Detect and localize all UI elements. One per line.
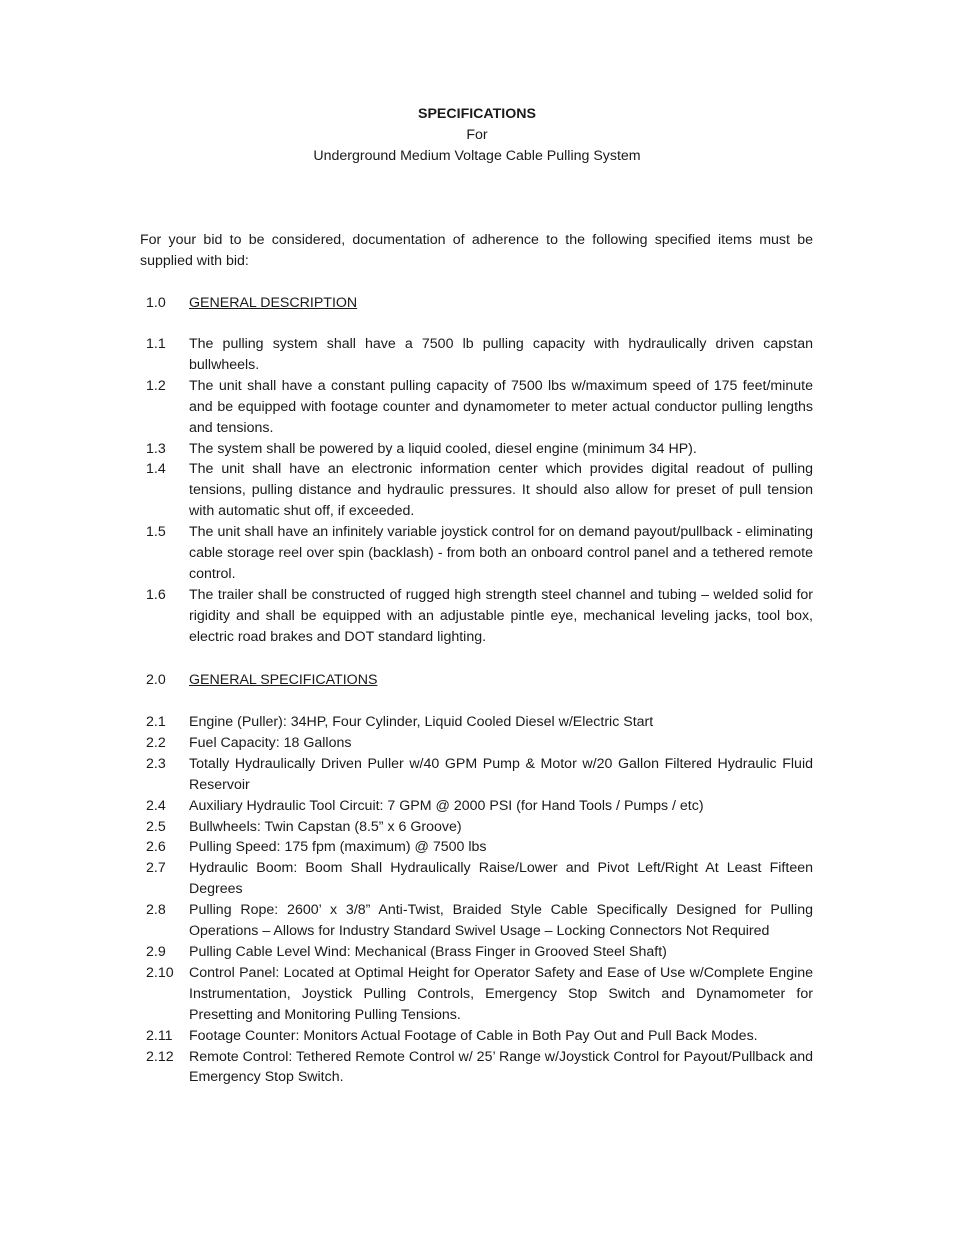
document-for: For xyxy=(466,127,488,143)
spec-item xyxy=(140,1026,813,1047)
spec-item-number: 2.9 xyxy=(146,943,166,960)
spec-item xyxy=(140,817,813,838)
spec-item-text: Bullwheels: Twin Capstan (8.5” x 6 Groove) xyxy=(189,818,462,835)
spec-item-number: 2.3 xyxy=(146,755,166,772)
spec-item xyxy=(140,712,813,733)
spec-item-number: 1.5 xyxy=(146,524,166,541)
section-1-list xyxy=(140,334,813,648)
spec-item-text: The pulling system shall have a 7500 lb pulling capacity with hydraulically driven capstan bullwheels. xyxy=(189,336,813,373)
spec-item-text: The unit shall have an electronic information center which provides digital readout of pulling tensions, pulling distance and hydraulic pressures. It should also allow for preset of pull tension with automatic shut off, if exceeded. xyxy=(189,461,813,520)
spec-item xyxy=(140,796,813,817)
spec-item xyxy=(140,522,813,585)
spec-item-number: 1.1 xyxy=(146,336,166,352)
spec-item-number: 2.10 xyxy=(146,964,174,981)
spec-item-number: 2.7 xyxy=(146,860,166,877)
spec-item xyxy=(140,963,813,1026)
spec-item xyxy=(140,858,813,900)
spec-item-text: The system shall be powered by a liquid cooled, diesel engine (minimum 34 HP). xyxy=(189,440,697,457)
spec-item-text: The unit shall have an infinitely variable joystick control for on demand payout/pullback - eliminating cable storage reel over spin (backlash) - from both an onboard control panel and a tethered remote control. xyxy=(189,524,813,582)
section-1-heading xyxy=(140,293,813,314)
spec-item-text: Pulling Rope: 2600’ x 3/8” Anti-Twist, Braided Style Cable Specifically Designed for Pulling Operations – Allows for Industry Standard Swivel Usage – Locking Connectors Not Required xyxy=(189,902,813,940)
spec-item xyxy=(140,459,813,522)
spec-item-text: The unit shall have a constant pulling capacity of 7500 lbs w/maximum speed of 175 feet/minute and be equipped with footage counter and dynamometer to meter actual conductor pulling lengths and tensions. xyxy=(189,377,813,436)
spec-item-text: Footage Counter: Monitors Actual Footage of Cable in Both Pay Out and Pull Back Modes. xyxy=(189,1027,758,1044)
spec-item-number: 2.6 xyxy=(146,839,166,856)
section-number: 1.0 xyxy=(146,295,166,311)
spec-item-text: Fuel Capacity: 18 Gallons xyxy=(189,734,352,751)
spec-item-number: 1.2 xyxy=(146,377,166,394)
document-title: SPECIFICATIONS xyxy=(418,106,536,122)
spec-item-text: Pulling Speed: 175 fpm (maximum) @ 7500 lbs xyxy=(189,839,487,856)
section-title: GENERAL DESCRIPTION xyxy=(189,295,358,311)
section-title: GENERAL SPECIFICATIONS xyxy=(189,672,378,688)
spec-item xyxy=(140,585,813,648)
spec-item xyxy=(140,754,813,796)
spec-item xyxy=(140,900,813,942)
spec-item-text: Pulling Cable Level Wind: Mechanical (Brass Finger in Grooved Steel Shaft) xyxy=(189,943,667,960)
spec-item-text: Engine (Puller): 34HP, Four Cylinder, Liquid Cooled Diesel w/Electric Start xyxy=(189,714,654,730)
spec-item-text: Totally Hydraulically Driven Puller w/40 GPM Pump & Motor w/20 Gallon Filtered Hydraulic Fluid Reservoir xyxy=(189,755,813,793)
spec-item-text: The trailer shall be constructed of rugged high strength steel channel and tubing – welded solid for rigidity and shall be equipped with an adjustable pintle eye, mechanical leveling jacks, tool box, electric road brakes and DOT standard lighting. xyxy=(189,586,813,645)
spec-item-number: 1.6 xyxy=(146,586,166,603)
spec-item-number: 2.1 xyxy=(146,714,166,730)
section-2-heading xyxy=(140,670,813,691)
spec-item-number: 2.8 xyxy=(146,902,166,919)
spec-item-number: 1.4 xyxy=(146,461,166,478)
spec-item-number: 2.5 xyxy=(146,818,166,835)
document-header xyxy=(0,104,954,167)
spec-item xyxy=(140,376,813,439)
spec-item xyxy=(140,334,813,376)
spec-item-number: 2.4 xyxy=(146,797,166,814)
intro-paragraph: For your bid to be considered, documentation of adherence to the following specified items must be supplied with bid: xyxy=(140,232,813,269)
spec-item xyxy=(140,942,813,963)
section-number: 2.0 xyxy=(146,672,166,688)
spec-item-text: Hydraulic Boom: Boom Shall Hydraulically Raise/Lower and Pivot Left/Right At Least Fifteen Degrees xyxy=(189,860,813,898)
spec-item xyxy=(140,1047,813,1089)
section-2-list xyxy=(140,712,813,1088)
spec-item xyxy=(140,733,813,754)
spec-item-number: 2.12 xyxy=(146,1048,174,1065)
spec-item-text: Control Panel: Located at Optimal Height for Operator Safety and Ease of Use w/Complete Engine Instrumentation, Joystick Pulling Controls, Emergency Stop Switch and Dynamometer for Presetting and Monitoring Pulling Tensions. xyxy=(189,964,813,1023)
spec-item xyxy=(140,439,813,460)
document-subtitle: Underground Medium Voltage Cable Pulling System xyxy=(313,148,641,164)
spec-item-number: 2.11 xyxy=(146,1027,173,1044)
spec-item xyxy=(140,837,813,858)
spec-item-number: 1.3 xyxy=(146,440,166,457)
spec-item-text: Auxiliary Hydraulic Tool Circuit: 7 GPM @ 2000 PSI (for Hand Tools / Pumps / etc) xyxy=(189,797,704,814)
spec-item-text: Remote Control: Tethered Remote Control w/ 25’ Range w/Joystick Control for Payout/Pullback and Emergency Stop Switch. xyxy=(189,1048,813,1086)
spec-item-number: 2.2 xyxy=(146,734,166,751)
